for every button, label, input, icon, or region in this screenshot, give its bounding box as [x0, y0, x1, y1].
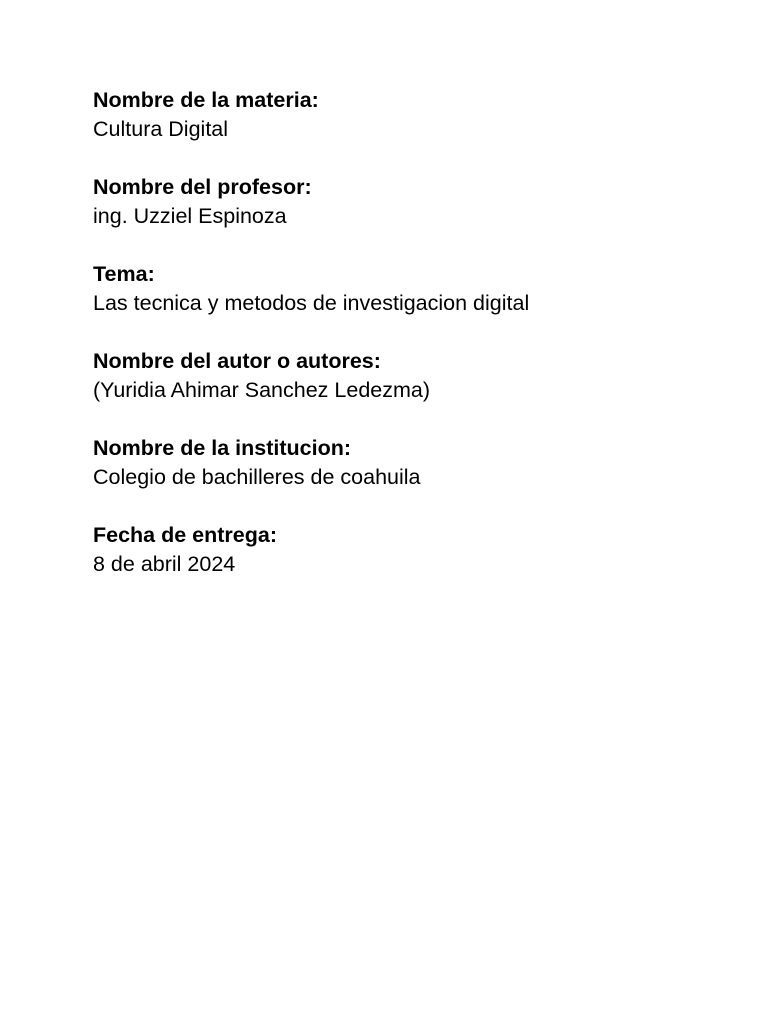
field-value: Las tecnica y metodos de investigacion digital [93, 291, 530, 315]
field-topic [93, 260, 733, 318]
field-label: Nombre del autor o autores: [93, 349, 381, 373]
field-professor [93, 173, 733, 231]
field-value: Colegio de bachilleres de coahuila [93, 465, 421, 489]
field-author [93, 347, 733, 405]
field-subject [93, 86, 733, 144]
field-value: (Yuridia Ahimar Sanchez Ledezma) [93, 378, 431, 402]
field-value: ing. Uzziel Espinoza [93, 204, 287, 228]
field-label: Nombre de la materia: [93, 88, 319, 112]
field-value: 8 de abril 2024 [93, 552, 236, 576]
field-label: Fecha de entrega: [93, 523, 277, 547]
field-label: Tema: [93, 262, 155, 286]
document-page [93, 86, 733, 608]
field-due-date [93, 521, 733, 579]
field-label: Nombre de la institucion: [93, 436, 352, 460]
field-value: Cultura Digital [93, 117, 229, 141]
field-label: Nombre del profesor: [93, 175, 312, 199]
field-institution [93, 434, 733, 492]
